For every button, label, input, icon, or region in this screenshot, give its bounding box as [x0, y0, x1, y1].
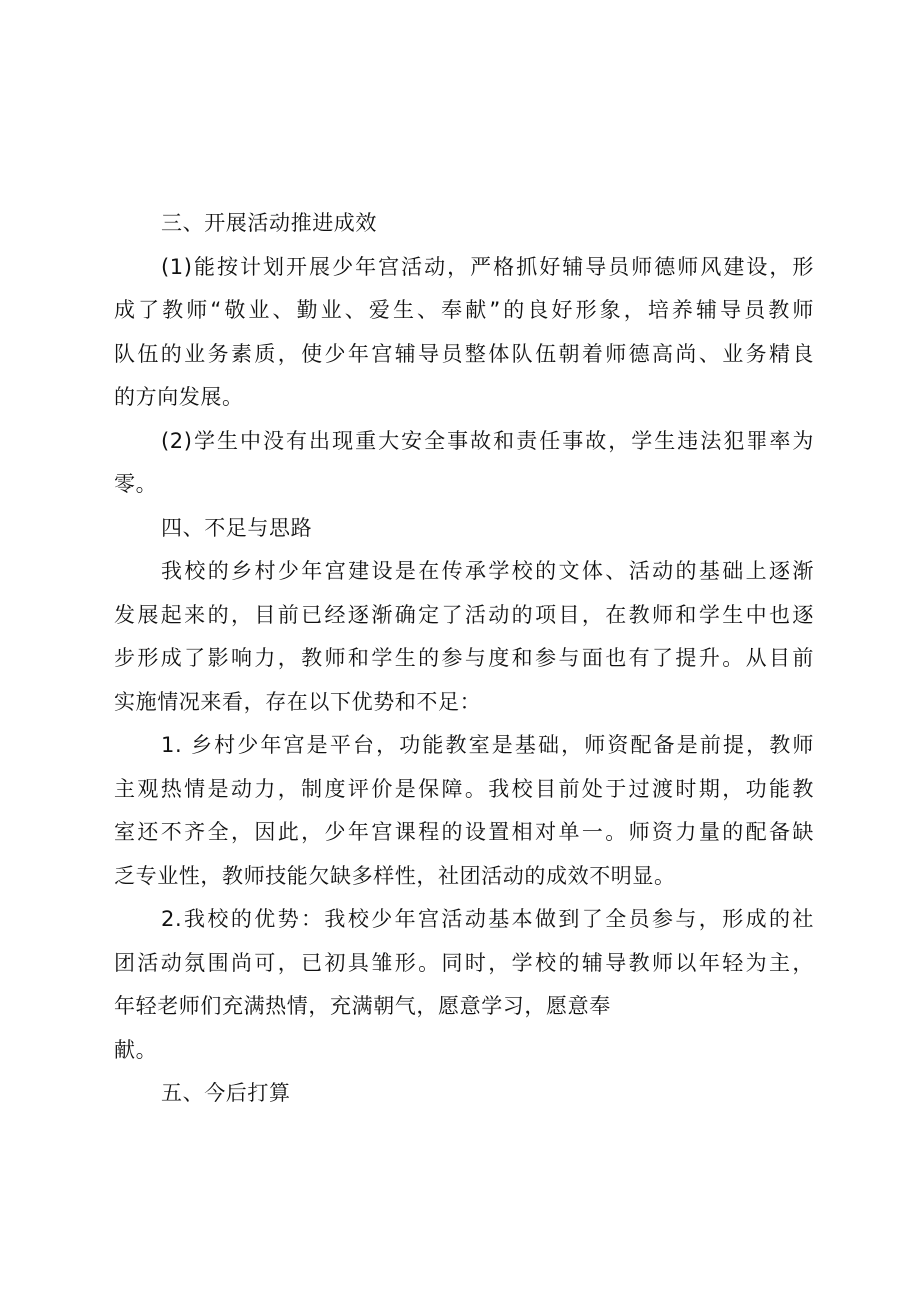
- paragraph-achievements-2: [114, 420, 814, 507]
- text-line: 献。: [114, 1037, 158, 1062]
- text-line: (1)能按计划开展少年宫活动，严格抓好辅导员师德师风建设，形: [161, 254, 814, 279]
- paragraph-achievements-1: [114, 246, 814, 420]
- text-line: 零。: [114, 472, 158, 496]
- text-line: 2.我校的优势：我校少年宫活动基本做到了全员参与，形成的社: [161, 907, 814, 931]
- paragraph-shortcomings: [114, 724, 814, 898]
- text-line: 实施情况来看，存在以下优势和不足：: [114, 689, 482, 714]
- section-heading-3: 三、开展活动推进成效: [161, 211, 377, 235]
- text-line: 乏专业性，教师技能欠缺多样性，社团活动的成效不明显。: [114, 863, 676, 888]
- text-line: 成了教师“敬业、勤业、爱生、奉献”的良好形象，培养辅导员教师: [114, 298, 814, 322]
- paragraph-advantages: [114, 898, 814, 1072]
- text-line: 主观热情是动力，制度评价是保障。我校目前处于过渡时期，功能教: [114, 776, 814, 801]
- document-page: [114, 202, 814, 1116]
- text-line: 步形成了影响力，教师和学生的参与度和参与面也有了提升。从目前: [114, 646, 814, 670]
- text-line: 团活动氛围尚可，已初具雏形。同时，学校的辅导教师以年轻为主，: [114, 950, 814, 975]
- paragraph-overview: [114, 550, 814, 724]
- text-line: 室还不齐全，因此，少年宫课程的设置相对单一。师资力量的配备缺: [114, 820, 814, 844]
- section-heading-4: 四、不足与思路: [161, 515, 313, 540]
- text-line: 年轻老师们充满热情，充满朝气，愿意学习，愿意奉: [114, 994, 611, 1018]
- text-line: 我校的乡村少年宫建设是在传承学校的文体、活动的基础上逐渐: [161, 559, 814, 583]
- section-heading-5: 五、今后打算: [161, 1081, 291, 1105]
- text-line: 队伍的业务素质，使少年宫辅导员整体队伍朝着师德高尚、业务精良: [114, 341, 814, 366]
- text-line: 1. 乡村少年宫是平台，功能教室是基础，师资配备是前提，教师: [161, 733, 814, 757]
- text-line: 的方向发展。: [114, 385, 244, 409]
- text-line: (2)学生中没有出现重大安全事故和责任事故，学生违法犯罪率为: [161, 428, 814, 453]
- text-line: 发展起来的，目前已经逐渐确定了活动的项目，在教师和学生中也逐: [114, 602, 814, 627]
